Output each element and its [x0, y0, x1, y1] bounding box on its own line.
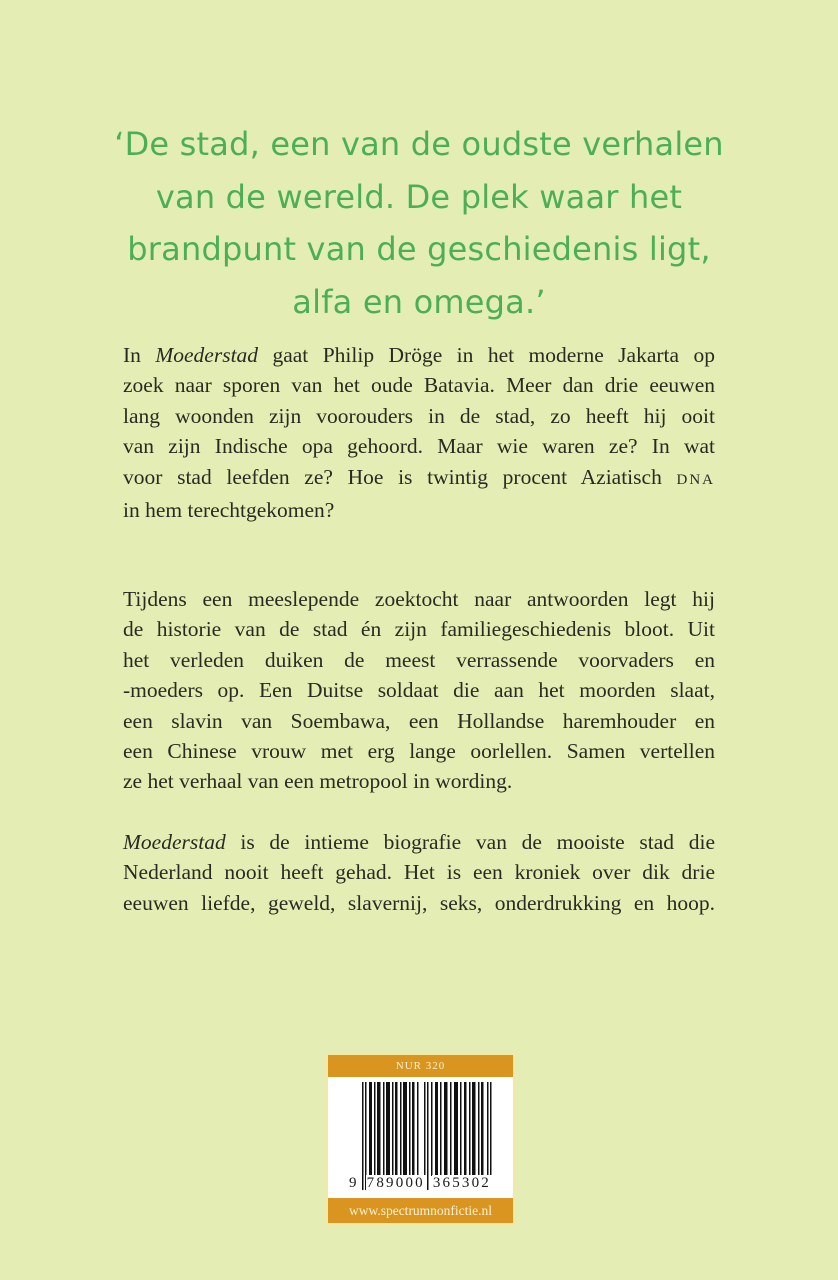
- text-span: In: [123, 343, 156, 367]
- text-line: een Chinese vrouw met erg lange oorlellen. Samen vertellen: [123, 739, 715, 764]
- text-span: gaat Philip Dröge in het moderne Jakarta op: [258, 343, 715, 367]
- text-line: Nederland nooit heeft gehad. Het is een kroniek over dik drie: [123, 860, 715, 885]
- isbn-group-2: 365302: [432, 1175, 492, 1191]
- isbn-group-1: 789000: [366, 1175, 425, 1191]
- book-title: Moederstad: [123, 830, 226, 854]
- text-line: lang woonden zijn voorouders in de stad, zo heeft hij ooit: [123, 403, 715, 428]
- text-line: het verleden duiken de meest verrassende voorvaders en: [123, 647, 715, 672]
- quote-line: van de wereld. De plek waar het: [155, 177, 683, 216]
- text-line: de historie van de stad én zijn familiegeschiedenis bloot. Uit: [123, 617, 715, 642]
- text-line: van zijn Indische opa gehoord. Maar wie waren ze? In wat: [123, 434, 715, 459]
- text-line: in hem terechtgekomen?: [123, 498, 335, 523]
- quote-line: brandpunt van de geschiedenis ligt,: [127, 230, 711, 268]
- text-line: zoek naar sporen van het oude Batavia. Meer dan drie eeuwen: [123, 373, 715, 398]
- text-span: voor stad leefden ze? Hoe is twintig procent Aziatisch: [123, 464, 677, 489]
- text-line: een slavin van Soembawa, een Hollandse haremhouder en: [123, 708, 715, 733]
- text-line: Tijdens een meeslepende zoektocht naar antwoorden legt hij: [123, 587, 715, 611]
- barcode-label: [328, 1055, 513, 1223]
- text-span: is de intieme biografie van de mooiste stad die: [225, 830, 715, 854]
- quote-line: alfa en omega.’: [292, 282, 546, 321]
- dna-smallcaps: DNA: [676, 471, 715, 488]
- text-line: ze het verhaal van een metropool in wording.: [123, 769, 513, 794]
- paragraph-summary: [123, 827, 715, 918]
- paragraph-intro: [123, 340, 715, 525]
- pull-quote: [100, 118, 738, 328]
- nur-code: NUR 320: [328, 1055, 513, 1077]
- text-line: -moeders op. Een Duitse soldaat die aan het moorden slaat,: [123, 678, 715, 703]
- book-title: Moederstad: [155, 343, 259, 367]
- barcode-icon: [362, 1082, 494, 1190]
- paragraph-search: [123, 584, 715, 797]
- quote-line: ‘De stad, een van de oudste verhalen: [114, 125, 724, 163]
- text-line: [123, 827, 715, 857]
- text-line: eeuwen liefde, geweld, slavernij, seks, onderdrukking en hoop.: [123, 890, 715, 915]
- text-line: [123, 340, 715, 370]
- isbn-number: [348, 1175, 498, 1195]
- text-line: [123, 462, 715, 495]
- publisher-website: www.spectrumnonfictie.nl: [328, 1198, 513, 1223]
- isbn-prefix: 9: [349, 1175, 359, 1191]
